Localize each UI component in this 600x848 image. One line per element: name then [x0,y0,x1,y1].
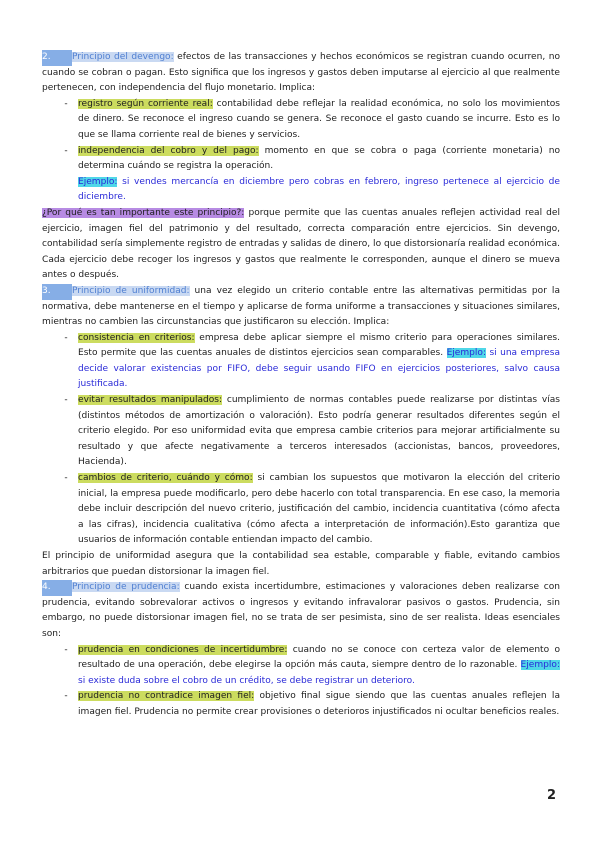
question-label: ¿Por qué es tan importante este principio?: [42,207,245,218]
item-term: consistencia en criterios: [78,332,195,343]
item-term: independencia del cobro y del pago: [78,145,259,156]
section-4-intro: 4. Principio de prudencia: cuando exista incertidumbre, estimaciones y valoraciones deben realizarse con prudencia, evitando sobrevalorar activos o ingresos y evitando infravalorar pasivos o gastos. Prudencia, sin embargo, no puede distorsionar imagen fiel, no se trata de ser pesimista, sino de ser realista. Ideas esenciales son: [42,582,560,639]
section-number: 2. [42,50,72,66]
section-3-intro: 3. Principio de uniformidad: una vez elegido un criterio contable entre las alternativas permitidas por la normativa, debe mantenerse en el tiempo y aplicarse de forma uniforme a transacciones y situaciones similares, mientras no cambien las circunstancias que justificaron su elección. Implica: [42,285,560,328]
list-item: - independencia del cobro y del pago: momento en que se cobra o paga (corriente monetaria) no determina cuándo se registra la operación. [78,144,560,175]
item-term: registro según corriente real: [78,98,213,109]
example-label: Ejemplo: [520,660,560,671]
list-item: - evitar resultados manipulados: cumplimiento de normas contables puede realizarse por distintas vías (distintos métodos de amortización o valoración). Esto podría generar resultados diferentes según el criterio elegido. Por eso uniformidad evita que empresa cambie criterios para mejorar artificialmente su resultado y que afecte negativamente a terceros interesados (accionistas, bancos, proveedores, Hacienda). [78,393,560,471]
section-number: 3. [42,284,72,300]
list-item: - consistencia en criterios: empresa debe aplicar siempre el mismo criterio para operaciones similares. Esto permite que las cuentas anuales de distintos ejercicios sean comparables. Ejemplo: si una empresa decide valorar existencias por FIFO, debe seguir usando FIFO en ejercicios posteriores, salvo causa justificada. [78,331,560,393]
bullet: - [64,691,68,702]
section-title: Principio del devengo: [72,52,174,62]
section-title: Principio de prudencia: [72,582,180,593]
example: Ejemplo: si vendes mercancía en diciembre pero cobras en febrero, ingreso pertenece al ejercicio de diciembre. [78,176,560,203]
item-term: cambios de criterio, cuándo y cómo: [78,473,253,484]
item-term: prudencia en condiciones de incertidumbre: [78,644,288,655]
bullet: - [64,395,68,406]
bullet: - [64,473,68,484]
section-3-closing: El principio de uniformidad asegura que la contabilidad sea estable, comparable y fiable, evitando cambios arbitrarios que puedan distorsionar la imagen fiel. [42,551,560,577]
page-number: 2 [546,788,556,803]
item-term: prudencia no contradice imagen fiel: [78,691,255,702]
question-paragraph: ¿Por qué es tan importante este principio?: porque permite que las cuentas anuales reflejen actividad real del ejercicio, imagen fiel del patrimonio y del resultado, correcta comparación entre ejercicios. Sin devengo, contabilidad sería simplemente registro de entradas y salidas de dinero, lo que distorsionaría realidad económica. Cada ejercicio debe recoger los ingresos y gastos que realmente le corresponden, aunque el dinero se mueva antes o después. [42,207,560,281]
document-page [42,50,560,721]
list-item: - cambios de criterio, cuándo y cómo: si cambian los supuestos que motivaron la elección del criterio inicial, la empresa puede modificarlo, pero debe hacerlo con total transparencia. En ese caso, la memoria debe incluir descripción del nuevo criterio, justificación del cambio, incidencia cuantitativa (cómo afecta a las cifras), incidencia cualitativa (cómo afecta a interpretación de información).Esto garantiza que usuarios de información contable entiendan impacto del cambio. [78,471,560,549]
list-item: - prudencia en condiciones de incertidumbre: cuando no se conoce con certeza valor de elemento o resultado de una operación, debe elegirse la opción más cauta, siempre dentro de lo razonable. Ejemplo: si existe duda sobre el cobro de un crédito, se debe registrar un deterioro. [78,643,560,690]
item-term: evitar resultados manipulados: [78,395,223,406]
section-2-intro: 2. Principio del devengo: efectos de las transacciones y hechos económicos se registran cuando ocurren, no cuando se cobran o pagan. Esto significa que los ingresos y gastos deben imputarse al ejercicio al que realmente pertenecen, con independencia del flujo monetario. Implica: [42,52,561,94]
bullet: - [64,332,68,343]
section-number: 4. [42,580,72,596]
section-title: Principio de uniformidad: [72,285,190,296]
example-label: Ejemplo: [446,348,487,359]
list-item: - prudencia no contradice imagen fiel: objetivo final sigue siendo que las cuentas anuales reflejen la imagen fiel. Prudencia no permite crear provisiones o deterioros injustificados ni ocultar beneficios reales. [78,689,560,720]
example-label: Ejemplo: [78,176,118,187]
bullet: - [64,644,68,655]
bullet: - [64,145,68,156]
bullet: - [64,98,68,109]
list-item: - registro según corriente real: contabilidad debe reflejar la realidad económica, no solo los movimientos de dinero. Se reconoce el ingreso cuando se genera. Se reconoce el gasto cuando se incurre. Esto es lo que se llama corriente real de bienes y servicios. [78,97,560,144]
